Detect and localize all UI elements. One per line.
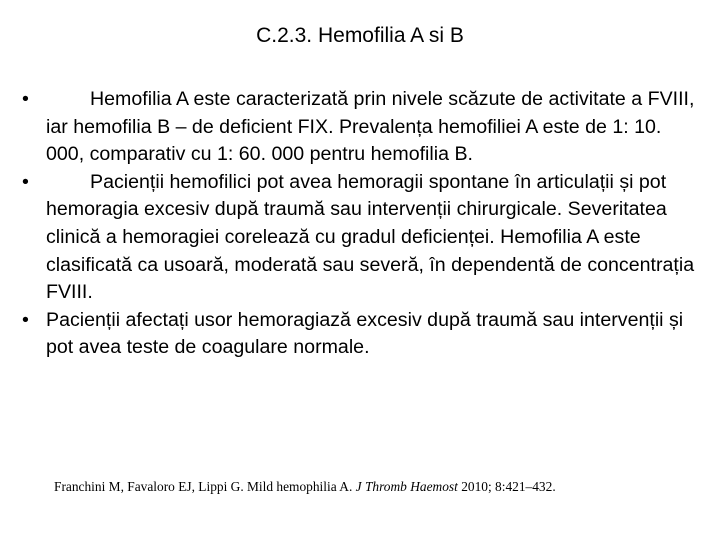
- bullet-item: [22, 169, 702, 307]
- reference-journal: J Thromb Haemost: [355, 479, 458, 494]
- bullet-marker: •: [22, 88, 29, 110]
- bullet-list: [22, 86, 702, 362]
- bullet-text: Hemofilia A este caracterizată prin nivele scăzute de activitate a FVIII, iar hemofilia B – de deficient FIX. Prevalența hemofiliei A este de 1: 10. 000, comparativ cu 1: 60. 000 pentru hemofilia B.: [46, 88, 695, 166]
- bullet-marker: •: [22, 308, 29, 331]
- reference-citation: [54, 478, 714, 496]
- bullet-marker: •: [22, 170, 29, 193]
- slide-title: C.2.3. Hemofilia A si B: [256, 24, 464, 47]
- reference-details: 2010; 8:421–432.: [461, 479, 556, 494]
- bullet-text: Pacienții hemofilici pot avea hemoragii spontane în articulații și pot hemoragia excesiv după traumă sau intervenții chirurgicale. Severitatea clinică a hemoragiei corelează cu gradul deficienței. Hemofilia A este clasificată ca usoară, moderată sau severă, în dependentă de concentrația FVIII.: [46, 170, 695, 304]
- bullet-item: [22, 307, 702, 362]
- reference-authors: Franchini M, Favaloro EJ, Lippi G. Mild hemophilia A.: [54, 479, 353, 494]
- bullet-text: Pacienții afectați usor hemoragiază excesiv după traumă sau intervenții și pot avea teste de coagulare normale.: [46, 308, 684, 359]
- bullet-item: [22, 86, 702, 169]
